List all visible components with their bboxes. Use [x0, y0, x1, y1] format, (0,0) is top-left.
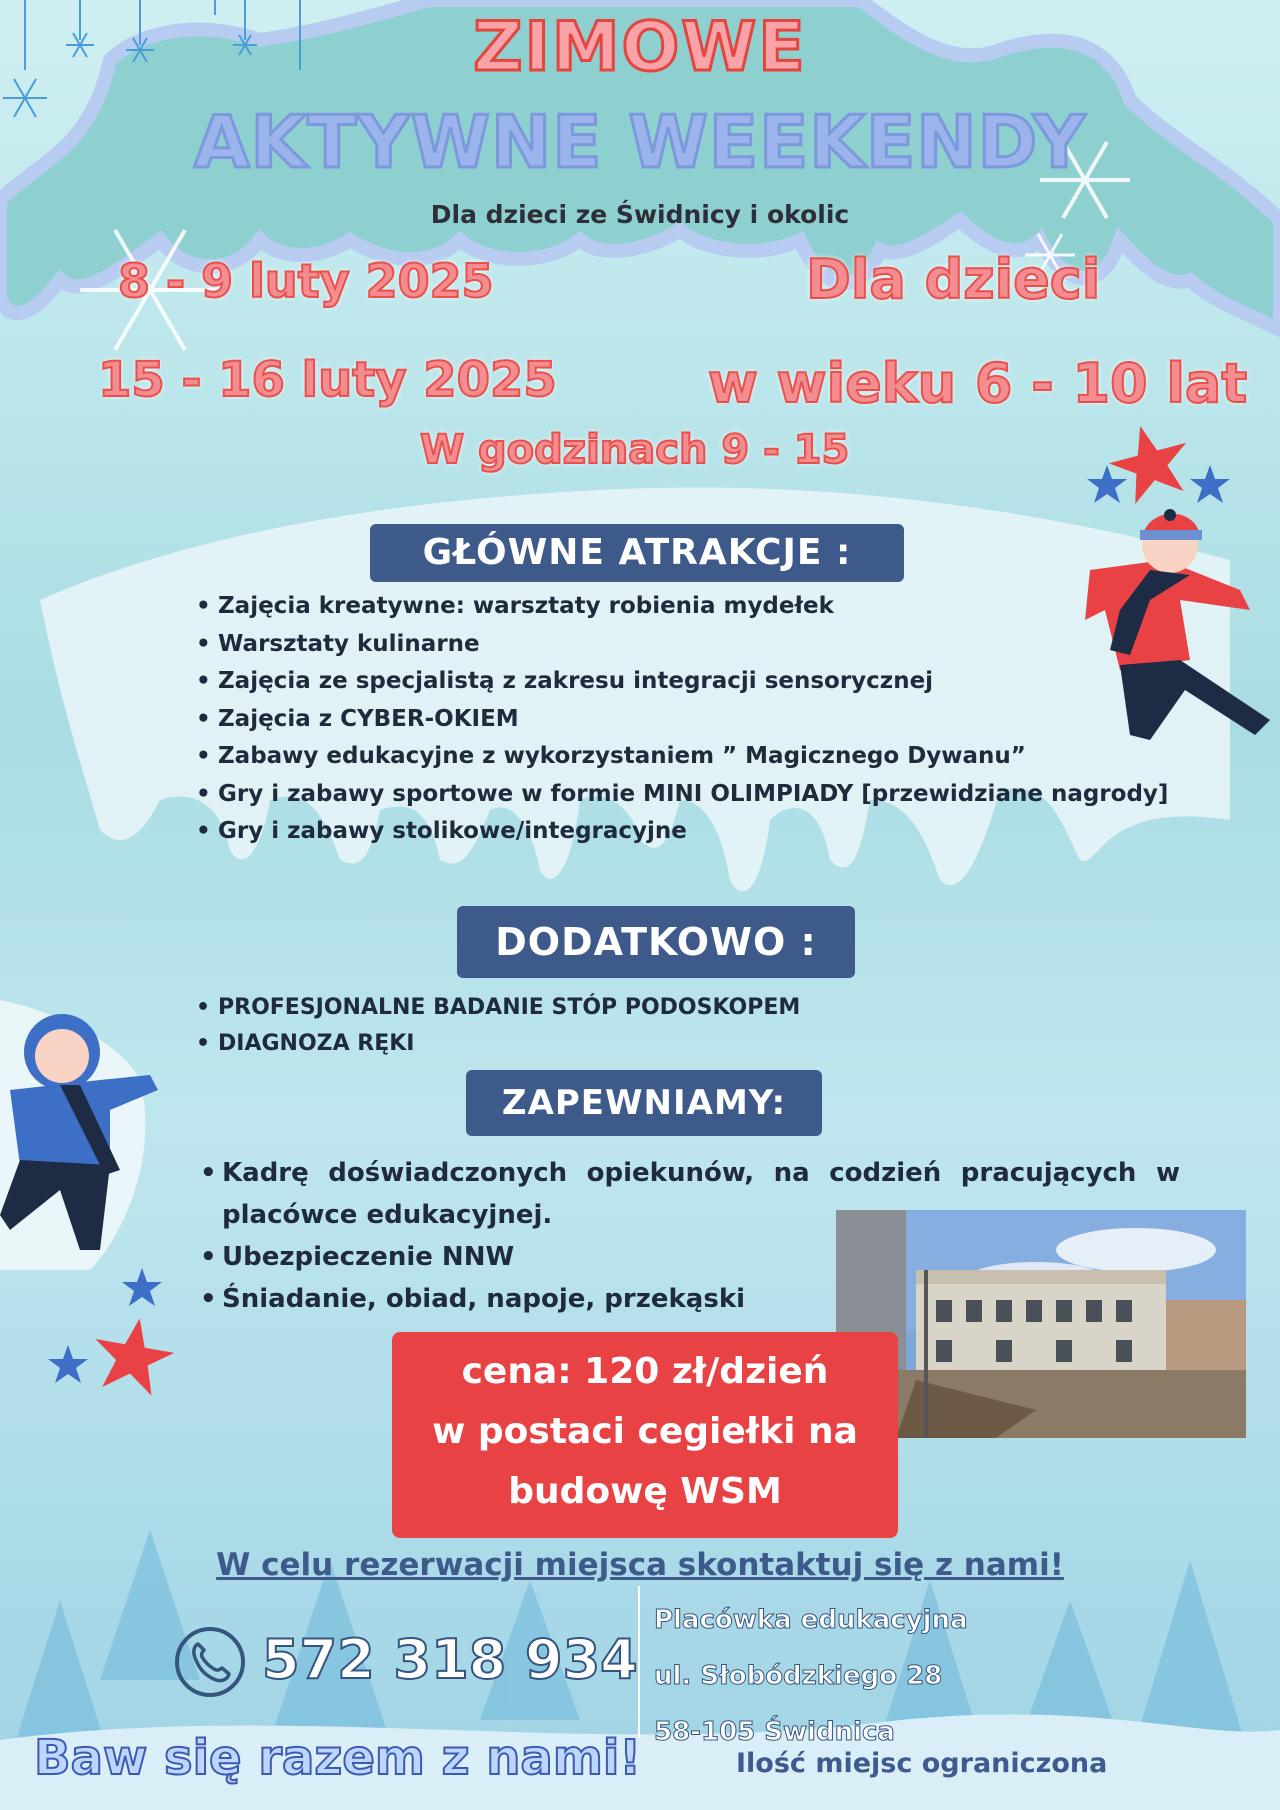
list-item: • Gry i zabawy stolikowe/integracyjne: [192, 813, 1172, 851]
list-item: • Kadrę doświadczonych opiekunów, na codzień pracujących w placówce edukacyjnej.: [196, 1152, 1180, 1236]
event-date-2: 15 - 16 luty 2025: [98, 352, 557, 408]
subtitle: Dla dzieci ze Świdnicy i okolic: [430, 200, 850, 229]
price-line-3: budowę WSM: [508, 1471, 782, 1512]
main-attractions-heading: GŁÓWNE ATRAKCJE :: [370, 524, 904, 582]
title-line-2: AKTYWNE WEEKENDY: [193, 100, 1087, 184]
list-item: • Zajęcia kreatywne: warsztaty robienia mydełek: [192, 588, 1172, 626]
title-line-1: ZIMOWE: [473, 8, 807, 87]
address-block: [654, 1592, 968, 1760]
price-line-1: cena: 120 zł/dzień: [461, 1351, 829, 1392]
event-date-1: 8 - 9 luty 2025: [118, 254, 494, 308]
list-item: • Gry i zabawy sportowe w formie MINI OLIMPIADY [przewidziane nagrody]: [192, 776, 1172, 814]
list-item: • Zajęcia ze specjalistą z zakresu integracji sensorycznej: [192, 663, 1172, 701]
list-item: • Zabawy edukacyjne z wykorzystaniem ” Magicznego Dywanu”: [192, 738, 1172, 776]
main-attractions-list: [192, 588, 1172, 851]
address-line-2: ul. Słobódzkiego 28: [654, 1661, 943, 1691]
list-item: • PROFESJONALNE BADANIE STÓP PODOSKOPEM: [192, 990, 892, 1026]
event-hours: W godzinach 9 - 15: [420, 427, 850, 473]
age-line-1: Dla dzieci: [806, 248, 1101, 311]
address-line-1: Placówka edukacyjna: [654, 1605, 968, 1635]
reservation-cta[interactable]: W celu rezerwacji miejsca skontaktuj się z nami!: [216, 1547, 1064, 1583]
we-provide-heading: ZAPEWNIAMY:: [466, 1070, 822, 1136]
list-item: • Ubezpieczenie NNW: [196, 1236, 1180, 1278]
footer-slogan: Baw się razem z nami!: [34, 1730, 642, 1786]
contact-divider: [638, 1586, 640, 1738]
list-item: • DIAGNOZA RĘKI: [192, 1026, 892, 1062]
address-line-3: 58-105 Świdnica: [654, 1717, 895, 1747]
phone-icon: [172, 1624, 248, 1700]
additional-list: [192, 990, 892, 1062]
additional-heading: DODATKOWO :: [457, 906, 855, 978]
phone-number[interactable]: 572 318 934: [262, 1628, 638, 1691]
price-box: [392, 1332, 898, 1538]
age-line-2: w wieku 6 - 10 lat: [708, 352, 1248, 415]
limited-places-note: Ilość miejsc ograniczona: [736, 1748, 1108, 1779]
list-item: • Zajęcia z CYBER-OKIEM: [192, 701, 1172, 739]
list-item: • Warsztaty kulinarne: [192, 626, 1172, 664]
list-item: • Śniadanie, obiad, napoje, przekąski: [196, 1278, 1180, 1320]
price-line-2: w postaci cegiełki na: [432, 1411, 858, 1452]
